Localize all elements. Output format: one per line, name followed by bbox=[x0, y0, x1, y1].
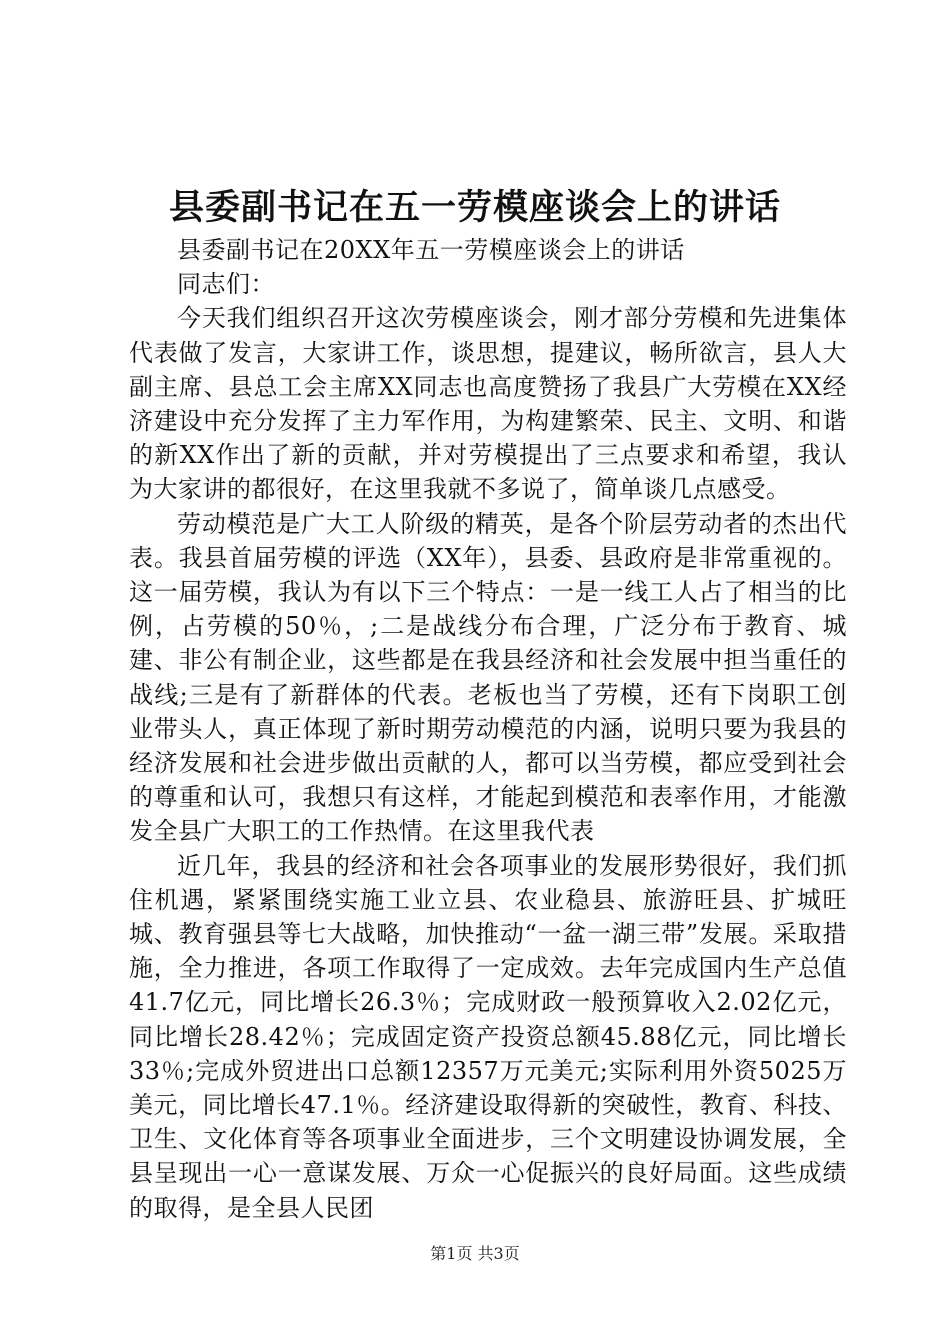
paragraph-3: 近几年，我县的经济和社会各项事业的发展形势很好，我们抓住机遇，紧紧围绕实施工业立县、农业稳县、旅游旺县、扩城旺城、教育强县等七大战略，加快推动“一盆一湖三带”发展。采取措施，全力推进，各项工作取得了一定成效。去年完成国内生产总值41.7亿元，同比增长26.3％；完成财政一般预算收入2.02亿元，同比增长28.42％；完成固定资产投资总额45.88亿元，同比增长33％;完成外贸进出口总额12357万元美元;实际利用外资5025万美元，同比增长47.1％。经济建设取得新的突破性，教育、科技、卫生、文化体育等各项事业全面进步，三个文明建设协调发展，全县呈现出一心一意谋发展、万众一心促振兴的良好局面。这些成绩的取得，是全县人民团 bbox=[129, 851, 847, 1222]
paragraph-2: 劳动模范是广大工人阶级的精英，是各个阶层劳动者的杰出代表。我县首届劳模的评选（XX年），县委、县政府是非常重视的。这一届劳模，我认为有以下三个特点：一是一线工人占了相当的比例，占劳模的50％，;二是战线分布合理，广泛分布于教育、城建、非公有制企业，这些都是在我县经济和社会发展中担当重任的战线;三是有了新群体的代表。老板也当了劳模，还有下岗职工创业带头人，真正体现了新时期劳动模范的内涵，说明只要为我县的经济发展和社会进步做出贡献的人，都可以当劳模，都应受到社会的尊重和认可，我想只有这样，才能起到模范和表率作用，才能激发全县广大职工的工作热情。在这里我代表 bbox=[129, 509, 847, 846]
document-title: 县委副书记在五一劳模座谈会上的讲话 bbox=[168, 187, 781, 228]
subtitle-line: 县委副书记在20XX年五一劳模座谈会上的讲话 bbox=[177, 236, 685, 264]
page-footer: 第1页 共3页 bbox=[430, 1244, 520, 1263]
paragraph-1: 今天我们组织召开这次劳模座谈会，刚才部分劳模和先进集体代表做了发言，大家讲工作，谈思想，提建议，畅所欲言，县人大副主席、县总工会主席XX同志也高度赞扬了我县广大劳模在XX经济建设中充分发挥了主力军作用，为构建繁荣、民主、文明、和谐的新XX作出了新的贡献，并对劳模提出了三点要求和希望，我认为大家讲的都很好，在这里我就不多说了，简单谈几点感受。 bbox=[129, 304, 847, 504]
salutation-line: 同志们： bbox=[177, 270, 275, 299]
document-body bbox=[129, 233, 847, 1225]
